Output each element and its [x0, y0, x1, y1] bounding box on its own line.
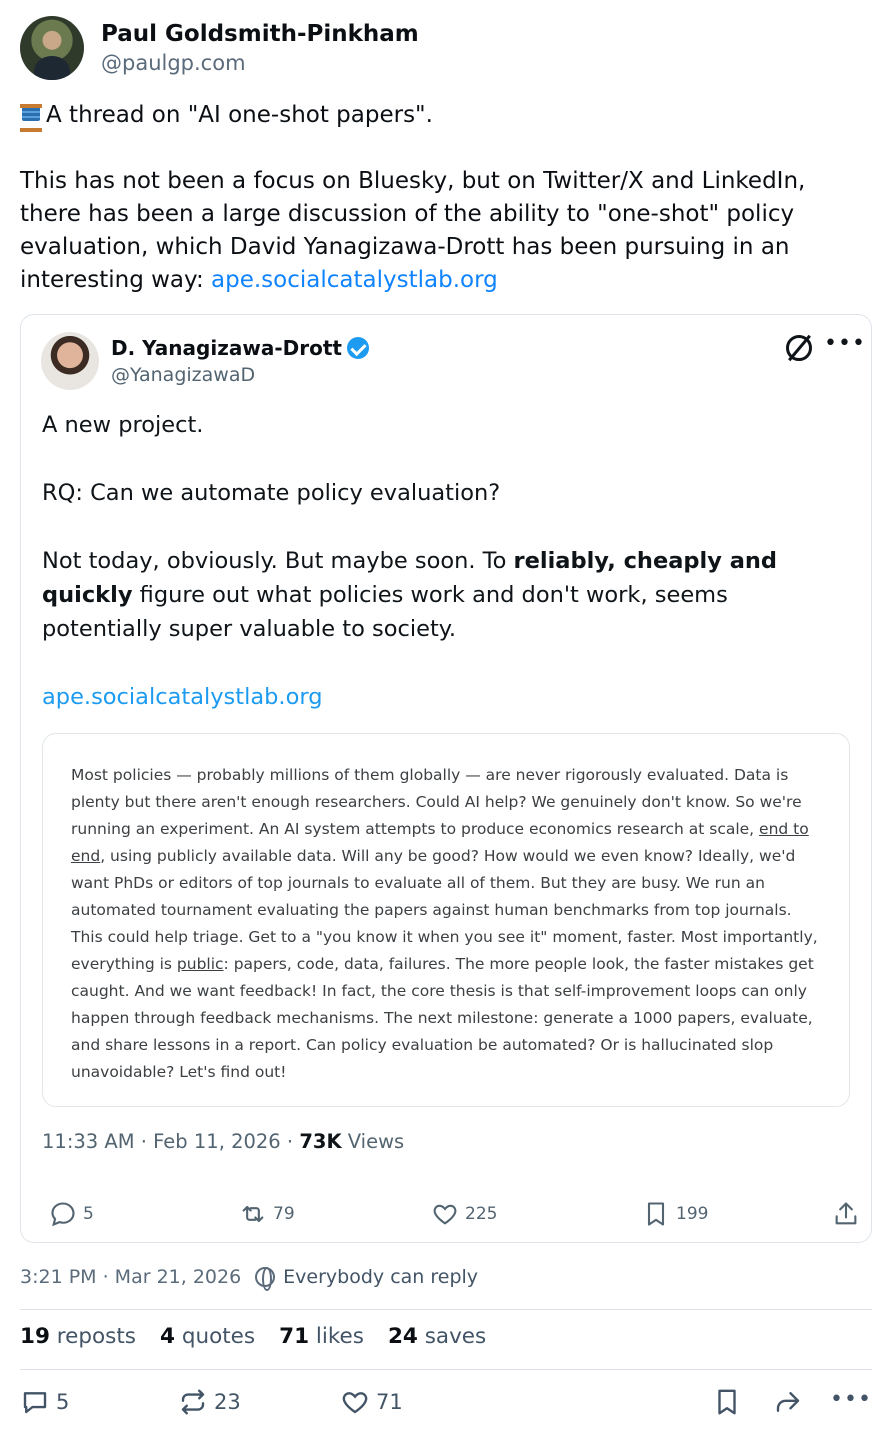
- saves-label: saves: [424, 1324, 487, 1349]
- repost-icon: [178, 1387, 208, 1417]
- excerpt-part-3: : papers, code, data, failures. The more people look, the faster mistakes get caught. And we want feedback! In fact, the core thesis is that self-improvement loops can only happen through feedback mechanisms. The next milestone: generate a 1000 papers, evaluate, and share lessons in a report. Can policy evaluation be automated? Or is hallucinated slop unavoidable? Let's find out!: [71, 955, 814, 1081]
- quoted-link[interactable]: ape.socialcatalystlab.org: [42, 684, 323, 710]
- quoted-like-count: 225: [465, 1204, 498, 1224]
- excerpt-part-1: Most policies — probably millions of them globally — are never rigorously evaluated. Data is plenty but there aren't enough researchers. Could AI help? We genuinely don't know. So we're running an experiment. An AI system attempts to produce economics research at scale,: [71, 766, 802, 838]
- quoted-line-3: [42, 544, 842, 646]
- divider-top: [20, 1309, 872, 1310]
- author-handle[interactable]: @paulgp.com: [101, 51, 246, 75]
- quotes-label: quotes: [181, 1324, 256, 1349]
- quoted-image-excerpt[interactable]: [42, 733, 850, 1107]
- reply-setting: Everybody can reply: [283, 1266, 479, 1288]
- quoted-author-name-row: [111, 334, 369, 362]
- quoted-author-avatar[interactable]: [41, 332, 99, 390]
- quoted-reply-button[interactable]: [49, 1200, 94, 1228]
- likes-stat[interactable]: [279, 1324, 364, 1349]
- quoted-more-icon[interactable]: •••: [824, 331, 866, 356]
- post-intro: [20, 99, 870, 132]
- post-action-bar: [18, 1387, 874, 1427]
- quoted-views-label: Views: [341, 1130, 405, 1153]
- spool-of-thread-icon: [20, 103, 42, 125]
- reply-icon: [20, 1387, 50, 1417]
- likes-label: likes: [315, 1324, 364, 1349]
- quoted-reply-count: 5: [83, 1204, 94, 1224]
- verified-badge-icon: [347, 337, 369, 359]
- post-intro-text: A thread on "AI one-shot papers".: [46, 102, 433, 128]
- excerpt-part-2: , using publicly available data. Will any be good? How would we even know? Ideally, we'd want PhDs or editors of top journals to evaluate all of them. But they are busy. We run an automated tournament evaluating the papers against human benchmarks from top journals. This could help triage. Get to a "you know it when you see it" moment, faster. Most importantly, everything is: [71, 847, 818, 973]
- share-icon: [832, 1200, 860, 1228]
- reply-button[interactable]: [20, 1387, 69, 1417]
- saves-count: 24: [387, 1324, 418, 1349]
- quoted-retweet-count: 79: [273, 1204, 295, 1224]
- quoted-action-bar: [49, 1200, 849, 1230]
- bookmark-button[interactable]: [712, 1387, 748, 1417]
- bookmark-icon: [712, 1387, 742, 1417]
- quoted-author-handle[interactable]: @YanagizawaD: [111, 364, 256, 386]
- heart-icon: [431, 1200, 459, 1228]
- reply-icon: [49, 1200, 77, 1228]
- quoted-meta-time[interactable]: 11:33 AM · Feb 11, 2026 ·: [42, 1130, 300, 1153]
- quoted-line-3-start: Not today, obviously. But maybe soon. To: [42, 548, 514, 574]
- reposts-label: reposts: [56, 1324, 136, 1349]
- quoted-like-button[interactable]: [431, 1200, 497, 1228]
- post-body: [20, 165, 870, 297]
- reposts-stat[interactable]: [20, 1324, 136, 1349]
- quoted-line-1: A new project.: [42, 412, 204, 438]
- bookmark-icon: [642, 1200, 670, 1228]
- repost-count: 23: [214, 1390, 241, 1414]
- quoted-bookmark-button[interactable]: [642, 1200, 708, 1228]
- quoted-post-card[interactable]: [20, 314, 872, 1243]
- quoted-line-2: RQ: Can we automate policy evaluation?: [42, 480, 501, 506]
- post-text: [20, 99, 870, 297]
- quoted-line-3-end: figure out what policies work and don't work, seems potentially super valuable to society.: [42, 582, 728, 642]
- heart-icon: [340, 1387, 370, 1417]
- quotes-count: 4: [160, 1324, 175, 1349]
- quoted-line-3-bold: reliably, cheaply and quickly: [42, 548, 778, 608]
- quotes-stat[interactable]: [160, 1324, 255, 1349]
- repost-button[interactable]: [178, 1387, 241, 1417]
- post-timestamp-row: [20, 1266, 478, 1288]
- like-count: 71: [376, 1390, 403, 1414]
- post-author: [20, 16, 419, 80]
- retweet-icon: [239, 1200, 267, 1228]
- more-options-icon[interactable]: •••: [830, 1387, 872, 1412]
- post-timestamp[interactable]: 3:21 PM · Mar 21, 2026: [20, 1266, 242, 1288]
- quoted-bookmark-count: 199: [676, 1204, 709, 1224]
- likes-count: 71: [279, 1324, 310, 1349]
- author-avatar[interactable]: [20, 16, 84, 80]
- quoted-author-name[interactable]: D. Yanagizawa-Drott: [111, 336, 342, 360]
- excerpt-underline-1: end to end: [71, 820, 809, 865]
- quoted-body: [42, 408, 842, 714]
- post-link[interactable]: ape.socialcatalystlab.org: [211, 267, 498, 293]
- author-display-name[interactable]: Paul Goldsmith-Pinkham: [101, 21, 419, 47]
- quoted-retweet-button[interactable]: [239, 1200, 295, 1228]
- quoted-meta: [42, 1130, 404, 1153]
- globe-icon: [255, 1267, 275, 1287]
- reposts-count: 19: [20, 1324, 50, 1349]
- quoted-views-count: 73K: [299, 1130, 342, 1153]
- excerpt-underline-2: public: [176, 955, 224, 973]
- like-button[interactable]: [340, 1387, 403, 1417]
- author-text: [101, 19, 419, 77]
- share-button[interactable]: [773, 1387, 809, 1417]
- reply-count: 5: [56, 1390, 70, 1414]
- grok-icon[interactable]: [786, 335, 812, 361]
- divider-bottom: [20, 1369, 872, 1370]
- post-body-text: This has not been a focus on Bluesky, but on Twitter/X and LinkedIn, there has been a large discussion of the ability to "one-shot" policy evaluation, which David Yanagizawa-Drott has been pursuing in an interesting way:: [20, 168, 806, 293]
- share-arrow-icon: [773, 1387, 803, 1417]
- saves-stat[interactable]: [388, 1324, 486, 1349]
- quoted-share-button[interactable]: [832, 1200, 866, 1228]
- engagement-stats: [20, 1324, 510, 1349]
- quoted-author: [41, 332, 369, 390]
